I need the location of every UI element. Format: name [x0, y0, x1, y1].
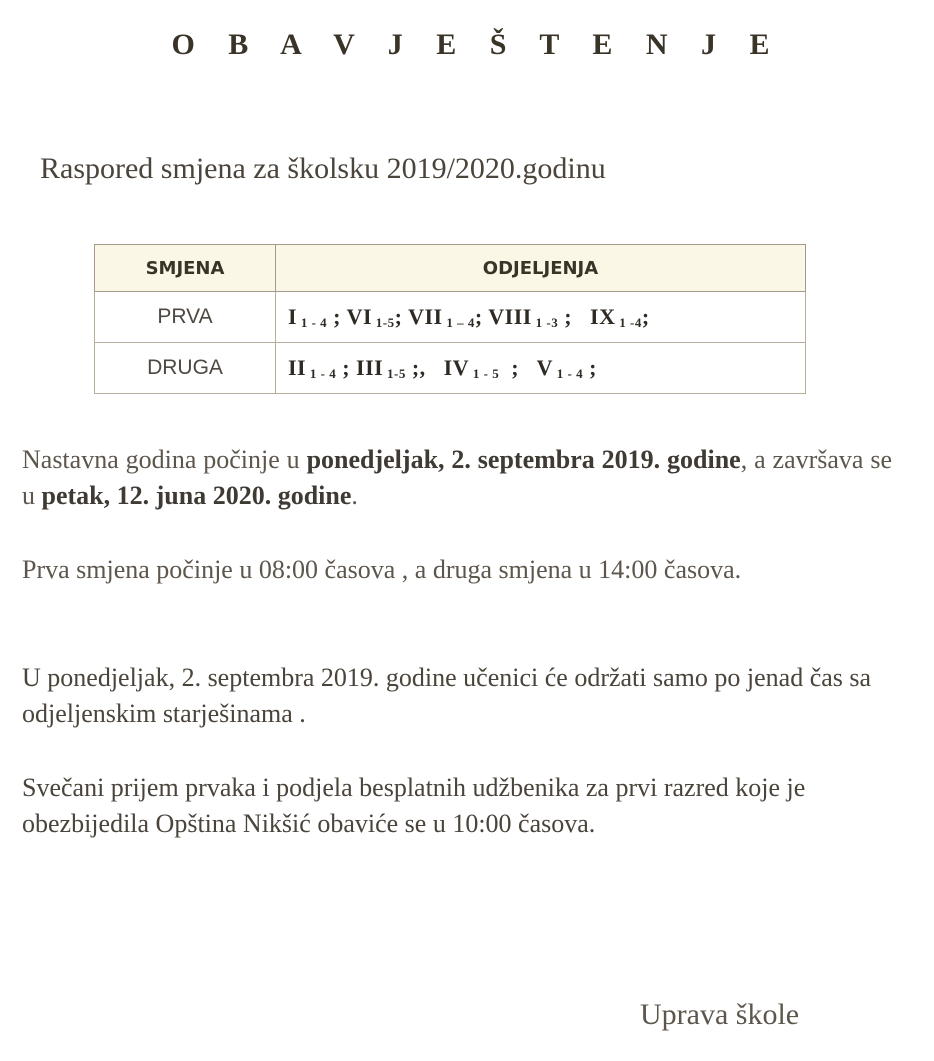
class-range: 1-5	[383, 365, 406, 381]
class-range: 1 - 4	[553, 365, 584, 381]
p1-text: .	[351, 481, 358, 510]
start-date: ponedjeljak, 2. septembra 2019. godine	[306, 445, 741, 474]
class-separator: ;	[558, 303, 591, 329]
table-row	[95, 343, 806, 394]
class-separator: ;	[474, 303, 489, 329]
header-shift: SMJENA	[95, 245, 276, 292]
ceremony-paragraph: Svečani prijem prvaka i podjela besplatnih udžbenika za prvi razred koje je obezbijedila Opština Nikšić obaviće se u 10:00 časova.	[22, 773, 806, 838]
class-grade: I	[288, 303, 298, 329]
class-range: 1 – 4	[442, 314, 475, 330]
class-grade: VIII	[488, 303, 532, 329]
class-grade: IX	[590, 303, 616, 329]
notice-title: O B A V J E Š T E N J E	[171, 28, 783, 61]
school-year-paragraph	[22, 442, 892, 514]
shift-name: DRUGA	[95, 343, 276, 394]
class-list	[276, 343, 806, 394]
end-date: petak, 12. juna 2020. godine	[41, 481, 352, 510]
first-day-paragraph: U ponedjeljak, 2. septembra 2019. godine učenici će održati samo po jenad čas sa odjeljenskim starješinama .	[22, 663, 872, 728]
class-separator: ;	[394, 303, 409, 329]
class-range: 1-5	[372, 314, 395, 330]
class-grade: II	[288, 354, 307, 380]
class-range: 1 - 5	[469, 365, 500, 381]
class-grade: VII	[408, 303, 443, 329]
class-range: 1 - 4	[306, 365, 337, 381]
class-list	[276, 292, 806, 343]
class-grade: V	[536, 354, 554, 380]
class-grade: III	[356, 354, 384, 380]
class-separator: ;	[583, 354, 597, 380]
class-range: 1 -3	[531, 314, 559, 330]
header-classes: ODJELJENJA	[276, 245, 806, 292]
class-separator: ;	[336, 354, 357, 380]
table-row	[95, 292, 806, 343]
class-separator: ;	[641, 303, 650, 329]
class-separator: ;	[327, 303, 347, 329]
class-range: 1 -4	[615, 314, 642, 330]
p1-text: Nastavna godina počinje u	[22, 445, 307, 474]
class-grade: IV	[443, 354, 470, 380]
p1-text: , a završava se u	[22, 445, 892, 510]
shift-schedule-table	[94, 244, 806, 394]
schedule-subtitle: Raspored smjena za školsku 2019/2020.godinu	[40, 152, 606, 185]
class-separator: ;	[499, 354, 537, 380]
signature: Uprava škole	[640, 998, 800, 1031]
shift-name: PRVA	[95, 292, 276, 343]
class-range: 1 - 4	[297, 314, 328, 330]
table-header-row	[95, 245, 806, 292]
shift-times-paragraph: Prva smjena počinje u 08:00 časova , a druga smjena u 14:00 časova.	[22, 555, 742, 584]
class-grade: VI	[346, 303, 373, 329]
class-separator: ;,	[405, 354, 444, 380]
